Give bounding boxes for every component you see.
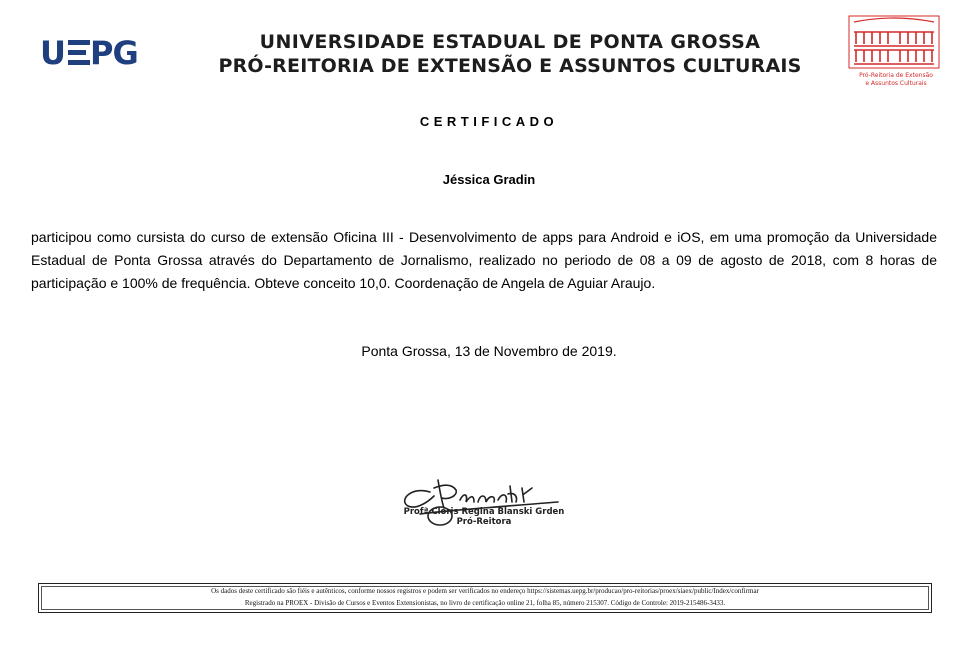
recipient-name: Jéssica Gradin	[442, 172, 536, 187]
svg-text:U: U	[40, 34, 65, 72]
certificate-title: CERTIFICADO	[419, 114, 559, 129]
signatory	[386, 507, 582, 527]
proex-logo	[846, 14, 942, 94]
verification-box	[38, 583, 932, 613]
verification-notice: Os dados deste certificado são fiéis e autênticos, conforme nossos registros e podem ser verificados no endereço https://sistemas.uepg.br/producao/pro-reitorias/proex/siaex/public/Index/confirmar	[211, 587, 759, 595]
signatory-name: Profª Cloris Regina Blanski Grden	[403, 507, 565, 517]
proex-logo-caption: Pró-Reitoria de Extensão e Assuntos Culturais	[859, 72, 933, 87]
registration-info: Registrado na PROEX - Divisão de Cursos e Eventos Extensionistas, no livro de certificação online 21, folha 85, número 215307. Código de Controle: 2019-215486-3433.	[244, 599, 726, 607]
certificate-body: participou como cursista do curso de extensão Oficina III - Desenvolvimento de apps para Android e iOS, em uma promoção da Universidade Estadual de Ponta Grossa através do Departamento de Jornalismo, realizado no periodo de 08 a 09 de agosto de 2018, com 8 horas de participação e 100% de frequência. Obteve conceito 10,0. Coordenação de Angela de Aguiar Araujo.	[31, 229, 937, 291]
department-name: PRÓ-REITORIA DE EXTENSÃO E ASSUNTOS CULTURAIS	[218, 55, 802, 77]
institution-name: UNIVERSIDADE ESTADUAL DE PONTA GROSSA	[259, 31, 761, 53]
place-date: Ponta Grossa, 13 de Novembro de 2019.	[361, 343, 617, 359]
institution-header	[170, 30, 850, 78]
uepg-logo	[38, 30, 160, 74]
signatory-role: Pró-Reitora	[456, 517, 512, 527]
svg-text:PG: PG	[90, 34, 138, 72]
